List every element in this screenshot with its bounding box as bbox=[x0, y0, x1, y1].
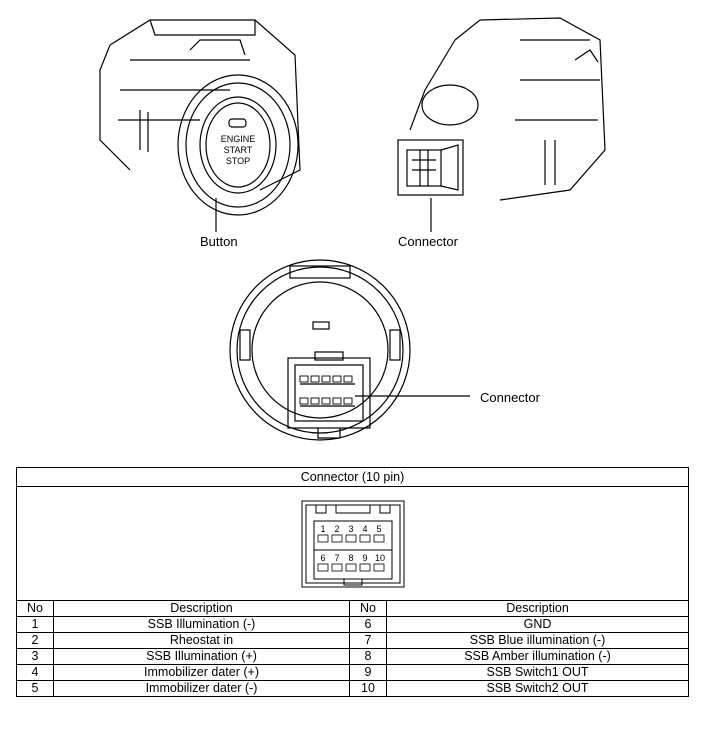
header-description: Description bbox=[387, 601, 689, 617]
pin-label: 7 bbox=[334, 552, 340, 563]
connector-diagram-cell bbox=[17, 487, 689, 601]
switch-text-line2: START bbox=[223, 145, 253, 155]
table-row bbox=[17, 649, 689, 665]
pin-no: 6 bbox=[350, 617, 387, 633]
header-no: No bbox=[350, 601, 387, 617]
pin-no: 1 bbox=[17, 617, 54, 633]
pin-no: 2 bbox=[17, 633, 54, 649]
pin-description: SSB Switch2 OUT bbox=[387, 681, 689, 697]
table-row bbox=[17, 681, 689, 697]
pin-label: 10 bbox=[374, 552, 385, 563]
pin-description: SSB Blue illumination (-) bbox=[387, 633, 689, 649]
table-row bbox=[17, 617, 689, 633]
switch-front-drawing bbox=[100, 20, 300, 232]
pin-description: SSB Illumination (+) bbox=[54, 649, 350, 665]
pin-description: Immobilizer dater (+) bbox=[54, 665, 350, 681]
pin-description: GND bbox=[387, 617, 689, 633]
pin-no: 10 bbox=[350, 681, 387, 697]
pin-no: 7 bbox=[350, 633, 387, 649]
pin-description: Immobilizer dater (-) bbox=[54, 681, 350, 697]
header-no: No bbox=[17, 601, 54, 617]
pin-label: 6 bbox=[320, 552, 326, 563]
header-description: Description bbox=[54, 601, 350, 617]
table-row bbox=[17, 665, 689, 681]
connector-pin-table bbox=[16, 467, 689, 697]
pin-description: SSB Illumination (-) bbox=[54, 617, 350, 633]
pin-label: 3 bbox=[348, 523, 354, 534]
button-label: Button bbox=[200, 234, 238, 249]
connector-label-mid: Connector bbox=[480, 390, 540, 405]
pin-no: 8 bbox=[350, 649, 387, 665]
pin-label: 9 bbox=[362, 552, 368, 563]
switch-rear-drawing bbox=[398, 18, 605, 232]
pin-description: SSB Switch1 OUT bbox=[387, 665, 689, 681]
connector-label-top: Connector bbox=[398, 234, 458, 249]
pin-label: 4 bbox=[362, 523, 368, 534]
connector-10pin-diagram bbox=[300, 499, 406, 589]
pin-no: 9 bbox=[350, 665, 387, 681]
pin-description: SSB Amber illumination (-) bbox=[387, 649, 689, 665]
switch-back-circle-drawing bbox=[230, 260, 470, 440]
pin-description: Rheostat in bbox=[54, 633, 350, 649]
table-row bbox=[17, 633, 689, 649]
connector-pins-small bbox=[300, 376, 352, 404]
pin-label: 2 bbox=[334, 523, 340, 534]
table-title: Connector (10 pin) bbox=[17, 468, 689, 487]
switch-text-line3: STOP bbox=[225, 156, 251, 166]
pin-no: 4 bbox=[17, 665, 54, 681]
pin-label: 8 bbox=[348, 552, 354, 563]
pin-label: 1 bbox=[320, 523, 326, 534]
pin-label: 5 bbox=[376, 523, 382, 534]
pin-no: 3 bbox=[17, 649, 54, 665]
table-header-row bbox=[17, 601, 689, 617]
switch-text-line1: ENGINE bbox=[220, 134, 256, 144]
pin-no: 5 bbox=[17, 681, 54, 697]
